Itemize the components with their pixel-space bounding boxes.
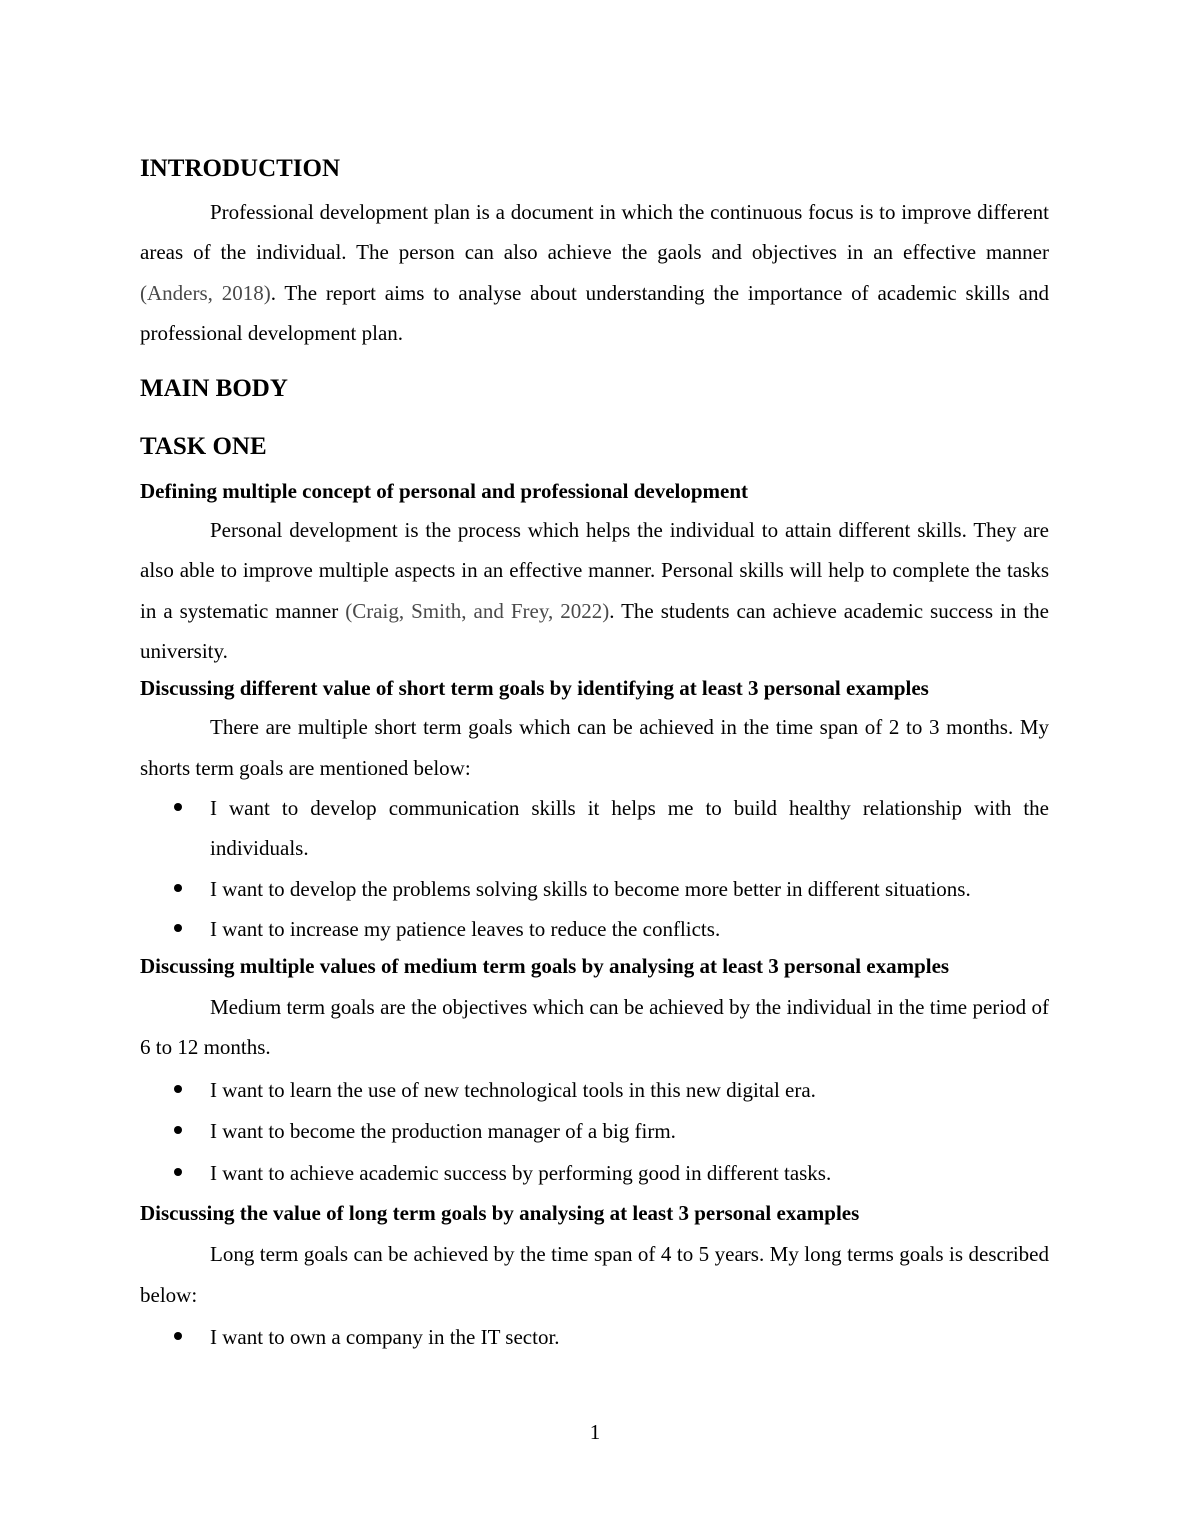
section-medium-term-paragraph: Medium term goals are the objectives which can be achieved by the individual in the time period of 6 to 12 months.	[140, 995, 1049, 1060]
section-short-term-heading: Discussing different value of short term goals by identifying at least 3 personal examples	[140, 676, 929, 701]
list-item: I want to learn the use of new technological tools in this new digital era.	[140, 1070, 1049, 1112]
list-item: I want to achieve academic success by performing good in different tasks.	[140, 1153, 1049, 1195]
list-item: I want to become the production manager of a big firm.	[140, 1111, 1049, 1153]
list-item: I want to develop the problems solving skills to become more better in different situations.	[140, 869, 1049, 909]
short-term-goals-list	[140, 788, 1049, 949]
document-page	[140, 150, 1049, 1357]
section1-text-b: . The students can achieve academic success in the university.	[140, 598, 1049, 664]
medium-term-goals-list	[140, 1070, 1049, 1195]
section-personal-professional-heading: Defining multiple concept of personal and professional development	[140, 479, 749, 504]
introduction-heading: INTRODUCTION	[140, 155, 341, 182]
bullet-icon	[174, 884, 182, 892]
section1-citation: (Craig, Smith, and Frey, 2022)	[345, 598, 610, 623]
section-long-term-heading: Discussing the value of long term goals by analysing at least 3 personal examples	[140, 1201, 860, 1226]
intro-text-a: Professional development plan is a document in which the continuous focus is to improve different areas of the individual. The person can also achieve the gaols and objectives in an effective manner	[140, 200, 1049, 265]
bullet-icon	[174, 924, 182, 932]
bullet-icon	[174, 803, 182, 811]
bullet-icon	[174, 1332, 182, 1340]
list-item: I want to own a company in the IT sector.	[140, 1317, 1049, 1357]
list-item: I want to increase my patience leaves to reduce the conflicts.	[140, 909, 1049, 949]
list-item: I want to develop communication skills it helps me to build healthy relationship with the individuals.	[140, 788, 1049, 869]
section1-text-a: Personal development is the process which helps the individual to attain different skills. They are also able to improve multiple aspects in an effective manner. Personal skills will help to complete the tasks in a systematic manner	[140, 518, 1049, 623]
task-one-heading: TASK ONE	[140, 433, 267, 461]
section-medium-term-heading: Discussing multiple values of medium term goals by analysing at least 3 personal examples	[140, 954, 950, 979]
section-personal-professional-paragraph	[140, 510, 1049, 671]
section-short-term-paragraph: There are multiple short term goals which can be achieved in the time span of 2 to 3 months. My shorts term goals are mentioned below:	[140, 715, 1049, 780]
bullet-icon	[174, 1126, 182, 1134]
section-long-term-paragraph: Long term goals can be achieved by the time span of 4 to 5 years. My long terms goals is described below:	[140, 1242, 1049, 1307]
bullet-icon	[174, 1085, 182, 1093]
intro-citation: (Anders, 2018)	[140, 280, 271, 305]
bullet-icon	[174, 1168, 182, 1176]
introduction-paragraph	[140, 192, 1049, 353]
intro-text-b: . The report aims to analyse about understanding the importance of academic skills and professional development plan.	[140, 280, 1050, 345]
long-term-goals-list	[140, 1317, 1049, 1357]
page-number: 1	[589, 1420, 601, 1444]
main-body-heading: MAIN BODY	[140, 375, 288, 403]
